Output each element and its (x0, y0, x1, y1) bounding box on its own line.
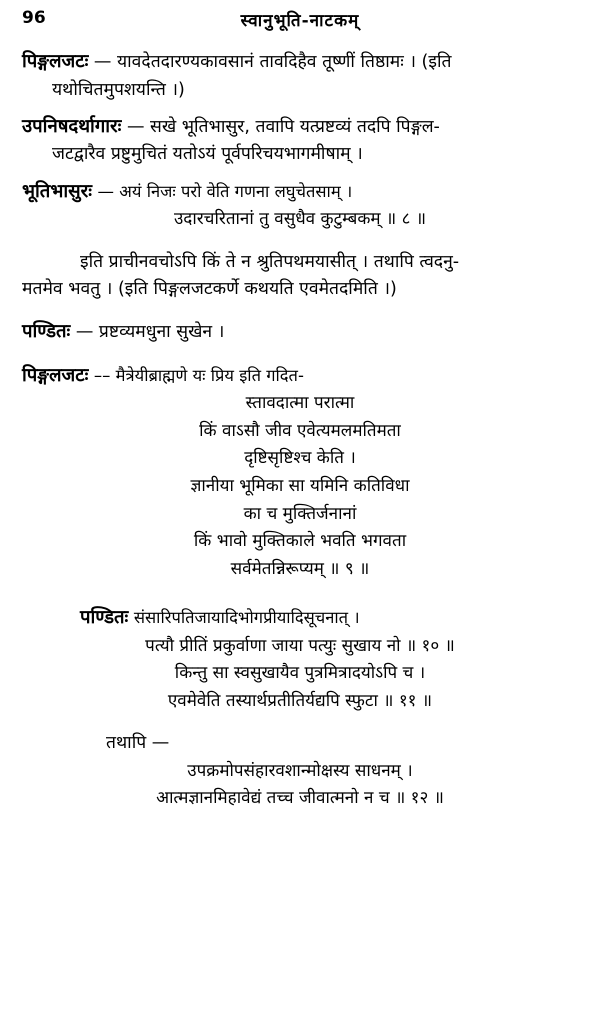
running-title: स्वानुभूति-नाटकम् (240, 11, 360, 31)
speaker-label: पण्डितः (22, 321, 71, 343)
dialogue-block (22, 48, 578, 104)
dialogue-text: — प्रष्टव्यमधुना सुखेन । (75, 322, 225, 343)
dialogue-line (22, 604, 578, 633)
page-header (22, 8, 578, 38)
dialogue-line: जटद्वारैव प्रष्टुमुचितं यतोऽयं पूर्वपरिचयभागमीषाम् । (52, 144, 363, 165)
verse-line: उपक्रमोपसंहारवशान्मोक्षस्य साधनम् । (187, 760, 413, 781)
page-body (22, 48, 578, 813)
dialogue-line (22, 318, 578, 347)
verse-line: आत्मज्ञानमिहावेद्यं तच्च जीवात्मनो न च ॥ १२ ॥ (156, 788, 444, 809)
verse-line: सर्वमेतन्निरूप्यम् ॥ ९ ॥ (230, 558, 370, 579)
verse-line: –– मैत्रेयीब्राह्मणे यः प्रिय इति गदित- (93, 365, 304, 385)
verse-block (22, 730, 578, 812)
verse-line: संसारिपतिजायादिभोगप्रीयादिसूचनात् । (133, 608, 360, 628)
speaker-label: पिङ्गलजटः (22, 51, 89, 72)
dialogue-text: — सखे भूतिभासुर, तवापि यत्प्रष्टव्यं तदपि पिङ्गल- (126, 116, 440, 137)
verse-line: ज्ञानीया भूमिका सा यमिनि कतिविधा (190, 475, 410, 496)
verse-line: दृष्टिसृष्टिश्च केति । (244, 448, 356, 469)
dialogue-line: यथोचितमुपशयन्ति ।) (52, 79, 185, 100)
page-number: 96 (22, 8, 46, 28)
verse-line: किन्तु सा स्वसुखायैव पुत्रमित्रादयोऽपि च । (174, 663, 426, 684)
verse-line: उदारचरितानां तु वसुधैव कुटुम्बकम् ॥ ८ ॥ (173, 209, 427, 230)
prose-line: इति प्राचीनवचोऽपि किं ते न श्रुतिपथमयासीत् । तथापि त्वदनु- (80, 251, 460, 272)
dialogue-line (22, 48, 578, 77)
speaker-label: पण्डितः (80, 607, 129, 629)
stage-direction: तथापि — (106, 733, 170, 754)
speaker-label: भूतिभासुरः (22, 180, 92, 202)
verse-block (22, 362, 578, 583)
dialogue-block (22, 113, 578, 169)
verse-line: पत्यौ प्रीतिं प्रकुर्वाणा जाया पत्युः सुखाय नो ॥ १० ॥ (145, 635, 455, 656)
speaker-label: उपनिषदर्थागारः (22, 115, 122, 137)
speaker-label: पिङ्गलजटः (22, 364, 89, 386)
verse-line: एवमेवेति तस्यार्थप्रतीतिर्यद्यपि स्फुटा ॥ ११ ॥ (167, 690, 433, 711)
dialogue-line (22, 178, 578, 207)
verse-line: किं वाऽसौ जीव एवेत्यमलमतिमता (199, 420, 401, 441)
verse-line: का च मुक्तिर्जनानां (243, 503, 357, 524)
verse-block (22, 178, 578, 234)
dialogue-block (22, 318, 578, 347)
verse-line: किं भावो मुक्तिकाले भवति भगवता (193, 531, 407, 552)
prose-block (22, 249, 578, 303)
prose-line: मतमेव भवतु । (इति पिङ्गलजटकर्णे कथयति एवमेतदमिति ।) (22, 278, 397, 299)
dialogue-line (22, 362, 578, 391)
spacer (22, 592, 578, 604)
dialogue-text: — यावदेतदारण्यकावसानं तावदिहैव तूष्णीं तिष्ठामः । (इति (93, 52, 452, 72)
dialogue-line (22, 113, 578, 142)
verse-line: — अयं निजः परो वेति गणना लघुचेतसाम् । (97, 181, 353, 201)
verse-block (22, 604, 578, 715)
verse-line: स्तावदात्मा परात्मा (245, 393, 355, 414)
